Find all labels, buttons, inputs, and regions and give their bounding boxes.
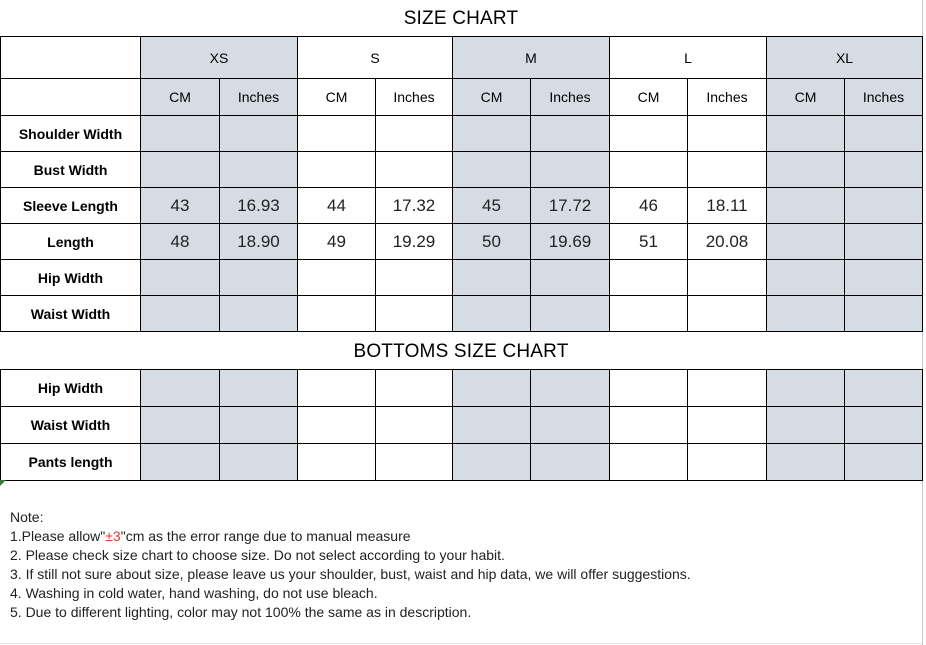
measurement-cell [845, 188, 923, 224]
unit-header: CM [610, 79, 688, 116]
table-row [1, 152, 923, 188]
measurement-cell [610, 152, 688, 188]
unit-header-row [1, 79, 923, 116]
size-header: XS [141, 37, 298, 79]
measurement-cell [688, 296, 767, 332]
measurement-cell [767, 224, 845, 260]
bottoms-size-chart-table [0, 369, 923, 481]
unit-header: Inches [531, 79, 610, 116]
measurement-cell [453, 260, 531, 296]
measurement-cell [376, 152, 453, 188]
unit-header: CM [453, 79, 531, 116]
corner-cell [1, 37, 141, 79]
measurement-cell [688, 407, 767, 444]
note-line-1 [10, 527, 691, 546]
measurement-cell [767, 188, 845, 224]
table-row [1, 116, 923, 152]
measurement-cell [376, 370, 453, 407]
note-line-1-before: 1.Please allow" [10, 528, 106, 544]
measurement-cell [376, 407, 453, 444]
measurement-cell [610, 370, 688, 407]
measurement-cell [845, 224, 923, 260]
measurement-cell [531, 407, 610, 444]
measurement-cell: 19.69 [531, 224, 610, 260]
size-header: XL [767, 37, 923, 79]
measurement-cell: 43 [141, 188, 220, 224]
table-row [1, 370, 923, 407]
measurement-cell [845, 116, 923, 152]
measurement-cell [531, 116, 610, 152]
measurement-cell: 50 [453, 224, 531, 260]
blank-label-cell [1, 79, 141, 116]
measurement-cell [845, 370, 923, 407]
table-row [1, 188, 923, 224]
measurement-cell [220, 370, 298, 407]
size-header-row [1, 37, 923, 79]
measurement-cell: 44 [298, 188, 376, 224]
row-label: Sleeve Length [1, 188, 141, 224]
measurement-cell [845, 296, 923, 332]
measurement-cell [376, 296, 453, 332]
measurement-cell [531, 370, 610, 407]
row-label: Length [1, 224, 141, 260]
measurement-cell [767, 260, 845, 296]
measurement-cell [141, 152, 220, 188]
measurement-cell [376, 260, 453, 296]
measurement-cell [298, 444, 376, 481]
row-label: Bust Width [1, 152, 141, 188]
measurement-cell [845, 152, 923, 188]
measurement-cell [610, 260, 688, 296]
notes-heading: Note: [10, 509, 44, 525]
table-row [1, 407, 923, 444]
bottoms-size-chart-title: BOTTOMS SIZE CHART [353, 341, 569, 362]
measurement-cell: 49 [298, 224, 376, 260]
unit-header: CM [298, 79, 376, 116]
measurement-cell [610, 116, 688, 152]
measurement-cell [141, 296, 220, 332]
unit-header: CM [141, 79, 220, 116]
measurement-cell: 16.93 [220, 188, 298, 224]
measurement-cell [531, 296, 610, 332]
measurement-cell [453, 152, 531, 188]
measurement-cell [453, 116, 531, 152]
measurement-cell [688, 116, 767, 152]
note-line-5: 5. Due to different lighting, color may not 100% the same as in description. [10, 604, 472, 620]
measurement-cell [845, 407, 923, 444]
measurement-cell: 19.29 [376, 224, 453, 260]
table-row [1, 260, 923, 296]
size-chart-table [0, 36, 923, 332]
note-line-2: 2. Please check size chart to choose size. Do not select according to your habit. [10, 547, 505, 563]
measurement-cell: 46 [610, 188, 688, 224]
measurement-cell [141, 407, 220, 444]
unit-header: Inches [220, 79, 298, 116]
measurement-cell [141, 116, 220, 152]
measurement-cell [453, 407, 531, 444]
measurement-cell [845, 260, 923, 296]
row-label: Pants length [1, 444, 141, 481]
row-label: Hip Width [1, 370, 141, 407]
measurement-cell [376, 444, 453, 481]
measurement-cell [767, 296, 845, 332]
note-line-4: 4. Washing in cold water, hand washing, do not use bleach. [10, 585, 378, 601]
measurement-cell [688, 152, 767, 188]
row-label: Hip Width [1, 260, 141, 296]
size-chart-title: SIZE CHART [403, 8, 519, 29]
note-line-1-after: "cm as the error range due to manual measure [120, 528, 411, 544]
measurement-cell [610, 407, 688, 444]
measurement-cell [531, 152, 610, 188]
unit-header: Inches [688, 79, 767, 116]
measurement-cell [767, 116, 845, 152]
measurement-cell [453, 444, 531, 481]
size-header: L [610, 37, 767, 79]
measurement-cell [531, 260, 610, 296]
measurement-cell [767, 444, 845, 481]
unit-header: CM [767, 79, 845, 116]
table-row [1, 296, 923, 332]
measurement-cell [298, 407, 376, 444]
bottom-border-line [0, 643, 922, 644]
measurement-cell: 17.32 [376, 188, 453, 224]
size-header: S [298, 37, 453, 79]
size-header: M [453, 37, 610, 79]
measurement-cell [453, 370, 531, 407]
measurement-cell [298, 296, 376, 332]
measurement-cell [298, 152, 376, 188]
note-line-3: 3. If still not sure about size, please leave us your shoulder, bust, waist and hip data, we will offer suggestions. [10, 566, 691, 582]
measurement-cell [220, 152, 298, 188]
measurement-cell [688, 260, 767, 296]
measurement-cell [453, 296, 531, 332]
measurement-cell [220, 407, 298, 444]
measurement-cell [141, 260, 220, 296]
measurement-cell: 45 [453, 188, 531, 224]
measurement-cell [767, 152, 845, 188]
measurement-cell [610, 444, 688, 481]
measurement-cell [298, 260, 376, 296]
measurement-cell [688, 370, 767, 407]
measurement-cell: 18.11 [688, 188, 767, 224]
unit-header: Inches [845, 79, 923, 116]
measurement-cell [141, 370, 220, 407]
measurement-cell [141, 444, 220, 481]
unit-header: Inches [376, 79, 453, 116]
measurement-cell: 18.90 [220, 224, 298, 260]
row-label: Shoulder Width [1, 116, 141, 152]
measurement-cell: 17.72 [531, 188, 610, 224]
notes-section [10, 508, 691, 622]
measurement-cell [220, 260, 298, 296]
measurement-cell [610, 296, 688, 332]
measurement-cell [531, 444, 610, 481]
measurement-cell [688, 444, 767, 481]
corner-mark [0, 480, 6, 486]
measurement-cell [767, 370, 845, 407]
measurement-cell [298, 370, 376, 407]
note-tolerance-highlight: ±3 [105, 528, 121, 544]
measurement-cell [220, 296, 298, 332]
measurement-cell [298, 116, 376, 152]
measurement-cell [845, 444, 923, 481]
measurement-cell: 20.08 [688, 224, 767, 260]
row-label: Waist Width [1, 296, 141, 332]
table-row [1, 444, 923, 481]
row-label: Waist Width [1, 407, 141, 444]
measurement-cell [220, 444, 298, 481]
measurement-cell: 48 [141, 224, 220, 260]
table-row [1, 224, 923, 260]
measurement-cell: 51 [610, 224, 688, 260]
measurement-cell [376, 116, 453, 152]
measurement-cell [767, 407, 845, 444]
measurement-cell [220, 116, 298, 152]
